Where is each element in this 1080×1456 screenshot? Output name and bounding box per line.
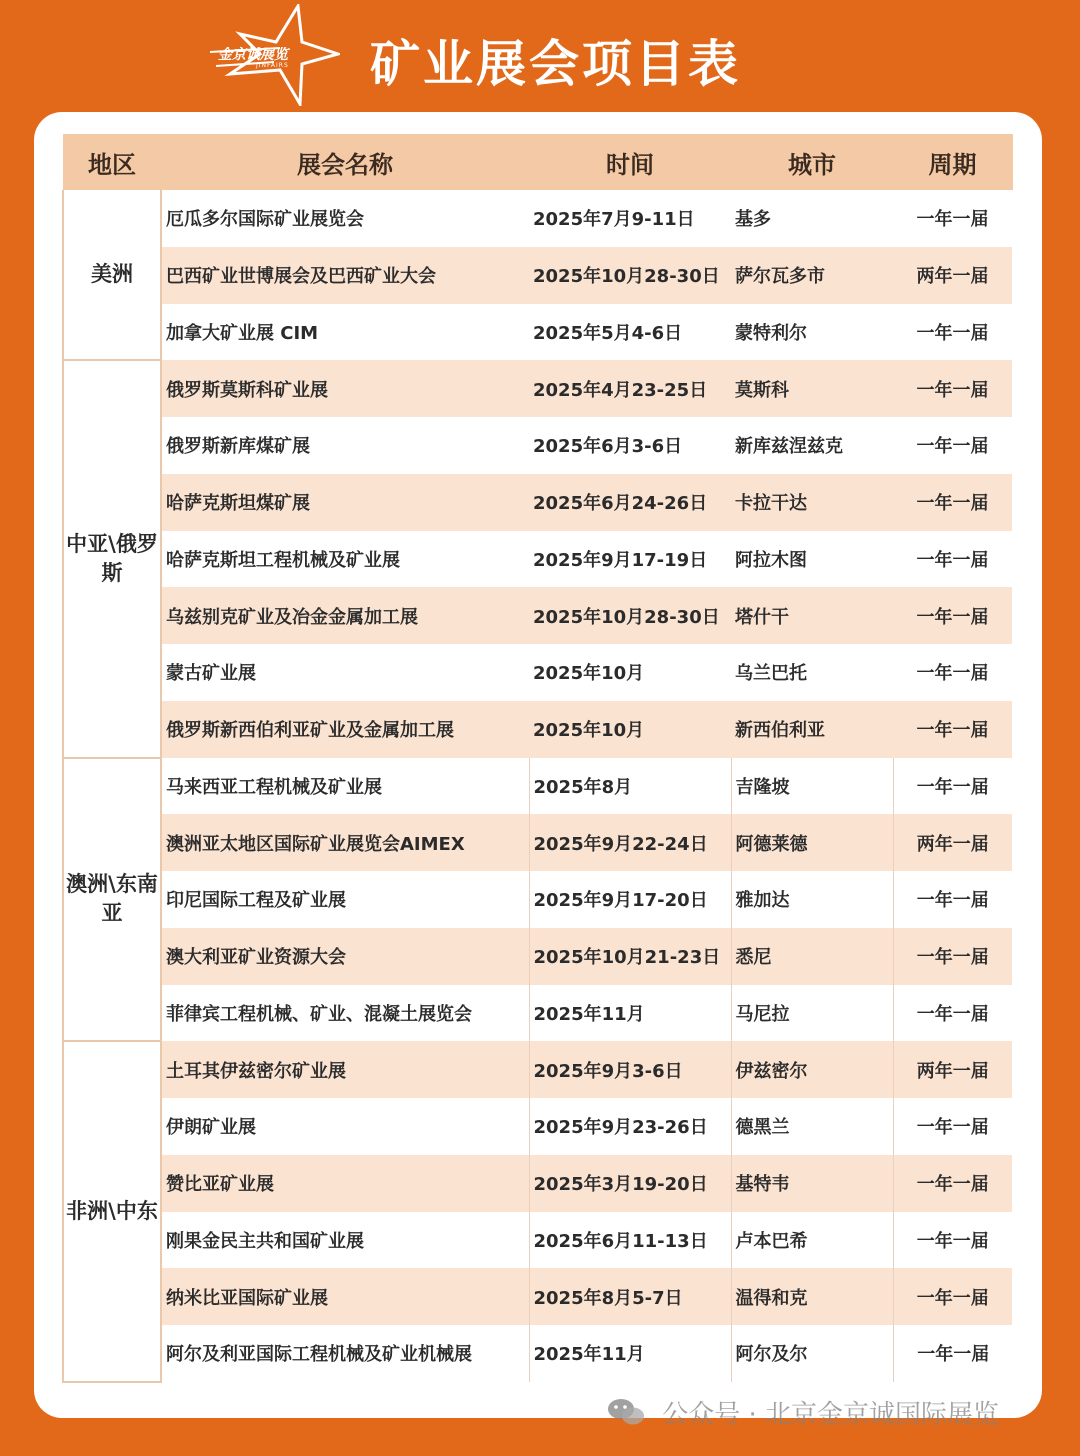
period-cell: 一年一届 — [893, 1155, 1013, 1212]
city-cell: 乌兰巴托 — [731, 644, 893, 701]
watermark-text: 公众号 · 北京金京诚国际展览 — [662, 1400, 1000, 1430]
exhibition-name-cell: 伊朗矿业展 — [161, 1098, 529, 1155]
table-row — [63, 304, 1013, 361]
exhibition-name-cell: 俄罗斯莫斯科矿业展 — [161, 360, 529, 417]
city-cell: 阿尔及尔 — [731, 1325, 893, 1382]
period-cell: 一年一届 — [893, 701, 1013, 758]
period-cell: 一年一届 — [893, 587, 1013, 644]
column-header-name: 展会名称 — [161, 134, 529, 190]
region-cell: 非洲\中东 — [63, 1041, 161, 1382]
date-cell: 2025年9月3-6日 — [529, 1041, 731, 1098]
city-cell: 萨尔瓦多市 — [731, 247, 893, 304]
date-cell: 2025年9月22-24日 — [529, 814, 731, 871]
table-row — [63, 587, 1013, 644]
period-cell: 一年一届 — [893, 304, 1013, 361]
table-row — [63, 474, 1013, 531]
exhibition-name-cell: 印尼国际工程及矿业展 — [161, 871, 529, 928]
brand-logo — [210, 4, 340, 106]
exhibition-name-cell: 哈萨克斯坦工程机械及矿业展 — [161, 531, 529, 588]
period-cell: 一年一届 — [893, 531, 1013, 588]
date-cell: 2025年7月9-11日 — [529, 190, 731, 247]
exhibition-name-cell: 哈萨克斯坦煤矿展 — [161, 474, 529, 531]
exhibition-name-cell: 澳洲亚太地区国际矿业展览会AIMEX — [161, 814, 529, 871]
date-cell: 2025年4月23-25日 — [529, 360, 731, 417]
period-cell: 一年一届 — [893, 644, 1013, 701]
table-row — [63, 360, 1013, 417]
city-cell: 塔什干 — [731, 587, 893, 644]
page-header — [0, 0, 1080, 112]
period-cell: 一年一届 — [893, 417, 1013, 474]
exhibition-name-cell: 俄罗斯新库煤矿展 — [161, 417, 529, 474]
date-cell: 2025年9月17-20日 — [529, 871, 731, 928]
date-cell: 2025年6月11-13日 — [529, 1212, 731, 1269]
page-title: 矿业展会项目表 — [370, 35, 741, 93]
column-header-time: 时间 — [529, 134, 731, 190]
period-cell: 两年一届 — [893, 247, 1013, 304]
date-cell: 2025年10月28-30日 — [529, 247, 731, 304]
period-cell: 一年一届 — [893, 360, 1013, 417]
period-cell: 两年一届 — [893, 814, 1013, 871]
exhibition-name-cell: 厄瓜多尔国际矿业展览会 — [161, 190, 529, 247]
period-cell: 一年一届 — [893, 985, 1013, 1042]
exhibition-name-cell: 菲律宾工程机械、矿业、混凝土展览会 — [161, 985, 529, 1042]
date-cell: 2025年9月23-26日 — [529, 1098, 731, 1155]
date-cell: 2025年10月 — [529, 644, 731, 701]
date-cell: 2025年10月21-23日 — [529, 928, 731, 985]
exhibition-name-cell: 澳大利亚矿业资源大会 — [161, 928, 529, 985]
date-cell: 2025年9月17-19日 — [529, 531, 731, 588]
table-row — [63, 1098, 1013, 1155]
date-cell: 2025年5月4-6日 — [529, 304, 731, 361]
exhibition-name-cell: 刚果金民主共和国矿业展 — [161, 1212, 529, 1269]
table-row — [63, 417, 1013, 474]
date-cell: 2025年6月24-26日 — [529, 474, 731, 531]
exhibition-name-cell: 蒙古矿业展 — [161, 644, 529, 701]
exhibition-name-cell: 巴西矿业世博展会及巴西矿业大会 — [161, 247, 529, 304]
table-row — [63, 1155, 1013, 1212]
city-cell: 雅加达 — [731, 871, 893, 928]
table-row — [63, 1041, 1013, 1098]
date-cell: 2025年3月19-20日 — [529, 1155, 731, 1212]
city-cell: 基特韦 — [731, 1155, 893, 1212]
footer-watermark — [606, 1394, 999, 1434]
table-row — [63, 701, 1013, 758]
table-row — [63, 644, 1013, 701]
exhibition-table — [62, 134, 1014, 1383]
table-header-row — [63, 134, 1013, 190]
city-cell: 伊兹密尔 — [731, 1041, 893, 1098]
period-cell: 一年一届 — [893, 190, 1013, 247]
date-cell: 2025年11月 — [529, 985, 731, 1042]
region-group — [63, 758, 1013, 1042]
period-cell: 一年一届 — [893, 871, 1013, 928]
table-row — [63, 190, 1013, 247]
logo-text: 金京诚展览 — [218, 47, 288, 63]
table-row — [63, 1268, 1013, 1325]
table-row — [63, 814, 1013, 871]
region-group — [63, 190, 1013, 360]
region-cell: 美洲 — [63, 190, 161, 360]
city-cell: 马尼拉 — [731, 985, 893, 1042]
logo-subtext: JINFAIRS — [256, 62, 289, 69]
column-header-period: 周期 — [893, 134, 1013, 190]
date-cell: 2025年6月3-6日 — [529, 417, 731, 474]
table-row — [63, 531, 1013, 588]
table-row — [63, 247, 1013, 304]
exhibition-name-cell: 加拿大矿业展 CIM — [161, 304, 529, 361]
city-cell: 阿德莱德 — [731, 814, 893, 871]
exhibition-name-cell: 纳米比亚国际矿业展 — [161, 1268, 529, 1325]
region-group — [63, 360, 1013, 757]
city-cell: 悉尼 — [731, 928, 893, 985]
city-cell: 卡拉干达 — [731, 474, 893, 531]
table-row — [63, 985, 1013, 1042]
exhibition-name-cell: 乌兹别克矿业及冶金金属加工展 — [161, 587, 529, 644]
city-cell: 基多 — [731, 190, 893, 247]
city-cell: 卢本巴希 — [731, 1212, 893, 1269]
city-cell: 阿拉木图 — [731, 531, 893, 588]
exhibition-name-cell: 俄罗斯新西伯利亚矿业及金属加工展 — [161, 701, 529, 758]
date-cell: 2025年10月 — [529, 701, 731, 758]
period-cell: 两年一届 — [893, 1041, 1013, 1098]
city-cell: 莫斯科 — [731, 360, 893, 417]
exhibition-name-cell: 阿尔及利亚国际工程机械及矿业机械展 — [161, 1325, 529, 1382]
column-header-region: 地区 — [63, 134, 161, 190]
table-row — [63, 871, 1013, 928]
period-cell: 一年一届 — [893, 1325, 1013, 1382]
date-cell: 2025年10月28-30日 — [529, 587, 731, 644]
period-cell: 一年一届 — [893, 474, 1013, 531]
city-cell: 吉隆坡 — [731, 758, 893, 815]
city-cell: 德黑兰 — [731, 1098, 893, 1155]
date-cell: 2025年8月5-7日 — [529, 1268, 731, 1325]
period-cell: 一年一届 — [893, 1098, 1013, 1155]
region-cell: 中亚\俄罗斯 — [63, 360, 161, 757]
period-cell: 一年一届 — [893, 1212, 1013, 1269]
region-cell: 澳洲\东南亚 — [63, 758, 161, 1042]
table-row — [63, 928, 1013, 985]
city-cell: 温得和克 — [731, 1268, 893, 1325]
column-header-city: 城市 — [731, 134, 893, 190]
city-cell: 新西伯利亚 — [731, 701, 893, 758]
period-cell: 一年一届 — [893, 928, 1013, 985]
exhibition-name-cell: 土耳其伊兹密尔矿业展 — [161, 1041, 529, 1098]
exhibition-name-cell: 赞比亚矿业展 — [161, 1155, 529, 1212]
wechat-icon — [606, 1397, 646, 1434]
table-row — [63, 1212, 1013, 1269]
period-cell: 一年一届 — [893, 1268, 1013, 1325]
table-row — [63, 1325, 1013, 1382]
city-cell: 新库兹涅兹克 — [731, 417, 893, 474]
date-cell: 2025年11月 — [529, 1325, 731, 1382]
region-group — [63, 1041, 1013, 1382]
date-cell: 2025年8月 — [529, 758, 731, 815]
exhibition-name-cell: 马来西亚工程机械及矿业展 — [161, 758, 529, 815]
table-row — [63, 758, 1013, 815]
period-cell: 一年一届 — [893, 758, 1013, 815]
city-cell: 蒙特利尔 — [731, 304, 893, 361]
